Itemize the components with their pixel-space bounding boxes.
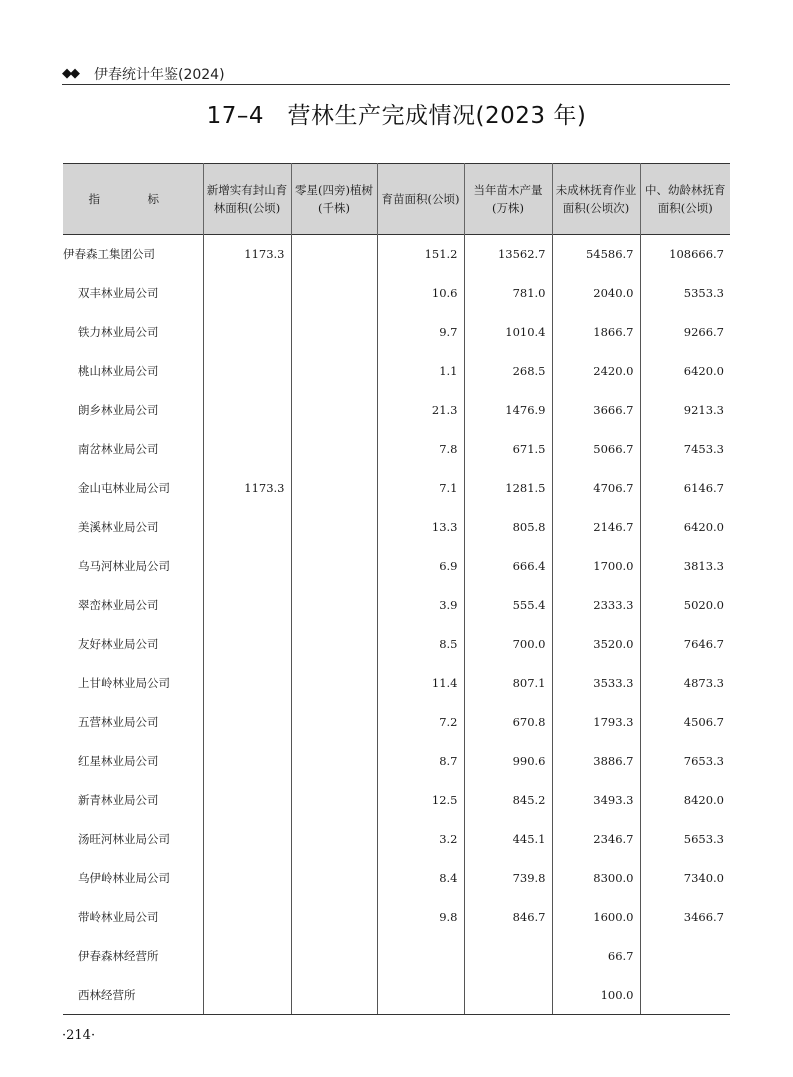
table-cell	[291, 975, 377, 1015]
book-title: 伊春统计年鉴(2024)	[94, 67, 225, 83]
page-title: 17–4 营林生产完成情况(2023 年)	[206, 103, 587, 129]
table-cell: 845.2	[464, 780, 552, 819]
column-header-nursery-area: 育苗面积(公顷)	[377, 164, 464, 235]
table-cell: 1173.3	[203, 468, 291, 507]
table-cell	[203, 858, 291, 897]
table-cell: 66.7	[552, 936, 640, 975]
table-cell: 7646.7	[640, 624, 730, 663]
table-cell: 13.3	[377, 507, 464, 546]
table-cell: 1476.9	[464, 390, 552, 429]
table-cell: 8420.0	[640, 780, 730, 819]
table-cell	[291, 507, 377, 546]
table-cell: 151.2	[377, 235, 464, 274]
table-cell	[640, 936, 730, 975]
row-label: 带岭林业局公司	[78, 909, 159, 924]
table-cell	[203, 975, 291, 1015]
table-cell: 3666.7	[552, 390, 640, 429]
table-cell: 781.0	[464, 273, 552, 312]
table-cell	[291, 235, 377, 274]
table-cell: 3.2	[377, 819, 464, 858]
diamond-bullets-icon: ◆◆	[62, 66, 78, 81]
table-cell: 9213.3	[640, 390, 730, 429]
table-cell: 3813.3	[640, 546, 730, 585]
table-cell	[291, 351, 377, 390]
table-cell: 2040.0	[552, 273, 640, 312]
table-cell: 671.5	[464, 429, 552, 468]
table-row	[63, 468, 730, 507]
table-row	[63, 312, 730, 351]
table-cell	[203, 312, 291, 351]
table-cell: 739.8	[464, 858, 552, 897]
table-cell: 1173.3	[203, 235, 291, 274]
table-cell: 3493.3	[552, 780, 640, 819]
table-cell: 1793.3	[552, 702, 640, 741]
table-body	[63, 235, 730, 1015]
table-cell: 2420.0	[552, 351, 640, 390]
table-cell	[291, 858, 377, 897]
table-cell: 6420.0	[640, 351, 730, 390]
table-cell: 555.4	[464, 585, 552, 624]
table-cell: 3466.7	[640, 897, 730, 936]
table-cell: 3.9	[377, 585, 464, 624]
table-cell	[291, 702, 377, 741]
table-header	[63, 164, 730, 235]
table-cell	[291, 312, 377, 351]
table-cell	[203, 546, 291, 585]
row-label: 上甘岭林业局公司	[78, 675, 170, 690]
column-header-sealed-forest: 新增实有封山育林面积(公顷)	[203, 164, 291, 235]
table-cell: 6146.7	[640, 468, 730, 507]
table-cell: 9.7	[377, 312, 464, 351]
row-label: 翠峦林业局公司	[78, 597, 159, 612]
row-label: 美溪林业局公司	[78, 519, 159, 534]
table-cell	[291, 429, 377, 468]
column-header-label: 指 标	[88, 192, 177, 206]
running-header	[62, 62, 730, 85]
table-cell: 5020.0	[640, 585, 730, 624]
row-label: 五营林业局公司	[78, 714, 159, 729]
table-cell: 846.7	[464, 897, 552, 936]
row-label: 金山屯林业局公司	[78, 480, 170, 495]
table-cell: 1281.5	[464, 468, 552, 507]
table-cell: 1.1	[377, 351, 464, 390]
table-cell: 9266.7	[640, 312, 730, 351]
table-row	[63, 663, 730, 702]
table-cell: 9.8	[377, 897, 464, 936]
table-cell: 21.3	[377, 390, 464, 429]
row-label: 友好林业局公司	[78, 636, 159, 651]
table-container	[63, 163, 730, 1015]
table-row	[63, 780, 730, 819]
table-cell: 4706.7	[552, 468, 640, 507]
table-cell: 700.0	[464, 624, 552, 663]
table-cell	[291, 546, 377, 585]
forest-production-table	[63, 163, 730, 1015]
table-cell: 5653.3	[640, 819, 730, 858]
table-cell: 6420.0	[640, 507, 730, 546]
row-label: 伊春森林经营所	[78, 948, 159, 963]
row-label: 桃山林业局公司	[78, 363, 159, 378]
table-cell: 2333.3	[552, 585, 640, 624]
row-label: 乌伊岭林业局公司	[78, 870, 170, 885]
table-row	[63, 390, 730, 429]
table-cell: 4873.3	[640, 663, 730, 702]
table-cell: 12.5	[377, 780, 464, 819]
table-cell	[203, 351, 291, 390]
table-cell	[203, 702, 291, 741]
column-header-young-forest-tending: 未成林抚育作业面积(公顷次)	[552, 164, 640, 235]
table-cell: 1700.0	[552, 546, 640, 585]
table-cell	[464, 936, 552, 975]
table-cell: 805.8	[464, 507, 552, 546]
table-cell	[291, 819, 377, 858]
table-cell	[291, 585, 377, 624]
table-row	[63, 819, 730, 858]
table-cell: 2346.7	[552, 819, 640, 858]
table-cell	[203, 624, 291, 663]
table-cell: 8.5	[377, 624, 464, 663]
table-cell	[203, 663, 291, 702]
table-row	[63, 702, 730, 741]
table-row	[63, 235, 730, 274]
row-label: 西林经营所	[63, 975, 203, 1015]
table-cell	[203, 897, 291, 936]
table-cell	[291, 936, 377, 975]
row-label: 乌马河林业局公司	[78, 558, 170, 573]
row-label: 伊春森工集团公司	[63, 247, 155, 261]
table-cell: 268.5	[464, 351, 552, 390]
table-cell: 10.6	[377, 273, 464, 312]
table-cell	[203, 819, 291, 858]
table-cell	[377, 975, 464, 1015]
table-cell: 1866.7	[552, 312, 640, 351]
column-header-scattered-trees: 零星(四旁)植树(千株)	[291, 164, 377, 235]
table-cell	[291, 741, 377, 780]
table-cell: 807.1	[464, 663, 552, 702]
table-cell	[640, 975, 730, 1015]
table-row	[63, 897, 730, 936]
table-cell	[203, 741, 291, 780]
table-cell: 7340.0	[640, 858, 730, 897]
table-cell: 1010.4	[464, 312, 552, 351]
table-cell: 3520.0	[552, 624, 640, 663]
table-cell: 7653.3	[640, 741, 730, 780]
table-row	[63, 624, 730, 663]
table-cell: 8.7	[377, 741, 464, 780]
table-cell	[203, 390, 291, 429]
table-cell: 670.8	[464, 702, 552, 741]
table-cell: 7.1	[377, 468, 464, 507]
table-cell	[203, 273, 291, 312]
table-cell: 7453.3	[640, 429, 730, 468]
table-cell: 5353.3	[640, 273, 730, 312]
row-label: 新青林业局公司	[78, 792, 159, 807]
table-cell: 7.2	[377, 702, 464, 741]
table-row	[63, 858, 730, 897]
table-cell: 100.0	[552, 975, 640, 1015]
table-cell	[291, 780, 377, 819]
table-cell: 3533.3	[552, 663, 640, 702]
table-cell	[291, 390, 377, 429]
table-row	[63, 429, 730, 468]
table-row	[63, 741, 730, 780]
table-cell	[203, 780, 291, 819]
header-row	[63, 164, 730, 235]
table-cell: 108666.7	[640, 235, 730, 274]
table-cell: 2146.7	[552, 507, 640, 546]
table-cell	[464, 975, 552, 1015]
table-cell	[291, 624, 377, 663]
column-header-indicator	[63, 164, 203, 235]
table-cell: 1600.0	[552, 897, 640, 936]
table-cell	[203, 936, 291, 975]
table-cell	[203, 429, 291, 468]
table-cell: 445.1	[464, 819, 552, 858]
column-header-seedling-output: 当年苗木产量(万株)	[464, 164, 552, 235]
table-cell: 8300.0	[552, 858, 640, 897]
row-label: 汤旺河林业局公司	[78, 831, 170, 846]
row-label: 双丰林业局公司	[78, 285, 159, 300]
column-header-mid-young-tending: 中、幼龄林抚育面积(公顷)	[640, 164, 730, 235]
table-cell: 7.8	[377, 429, 464, 468]
table-row	[63, 507, 730, 546]
row-label: 铁力林业局公司	[78, 324, 159, 339]
table-cell: 4506.7	[640, 702, 730, 741]
table-cell	[291, 897, 377, 936]
table-row	[63, 546, 730, 585]
table-cell: 5066.7	[552, 429, 640, 468]
table-cell	[203, 585, 291, 624]
row-label: 朗乡林业局公司	[78, 402, 159, 417]
table-cell: 666.4	[464, 546, 552, 585]
row-label: 南岔林业局公司	[78, 441, 159, 456]
table-row	[63, 351, 730, 390]
table-row	[63, 936, 730, 975]
table-row	[63, 975, 730, 1015]
table-cell: 54586.7	[552, 235, 640, 274]
row-label: 红星林业局公司	[78, 753, 159, 768]
table-cell: 6.9	[377, 546, 464, 585]
table-cell	[291, 468, 377, 507]
table-cell	[203, 507, 291, 546]
table-cell	[377, 936, 464, 975]
table-row	[63, 585, 730, 624]
table-cell: 3886.7	[552, 741, 640, 780]
page-number: ·214·	[62, 1028, 96, 1043]
table-cell: 990.6	[464, 741, 552, 780]
table-cell: 11.4	[377, 663, 464, 702]
table-cell: 13562.7	[464, 235, 552, 274]
table-cell	[291, 273, 377, 312]
table-row	[63, 273, 730, 312]
table-cell: 8.4	[377, 858, 464, 897]
table-cell	[291, 663, 377, 702]
